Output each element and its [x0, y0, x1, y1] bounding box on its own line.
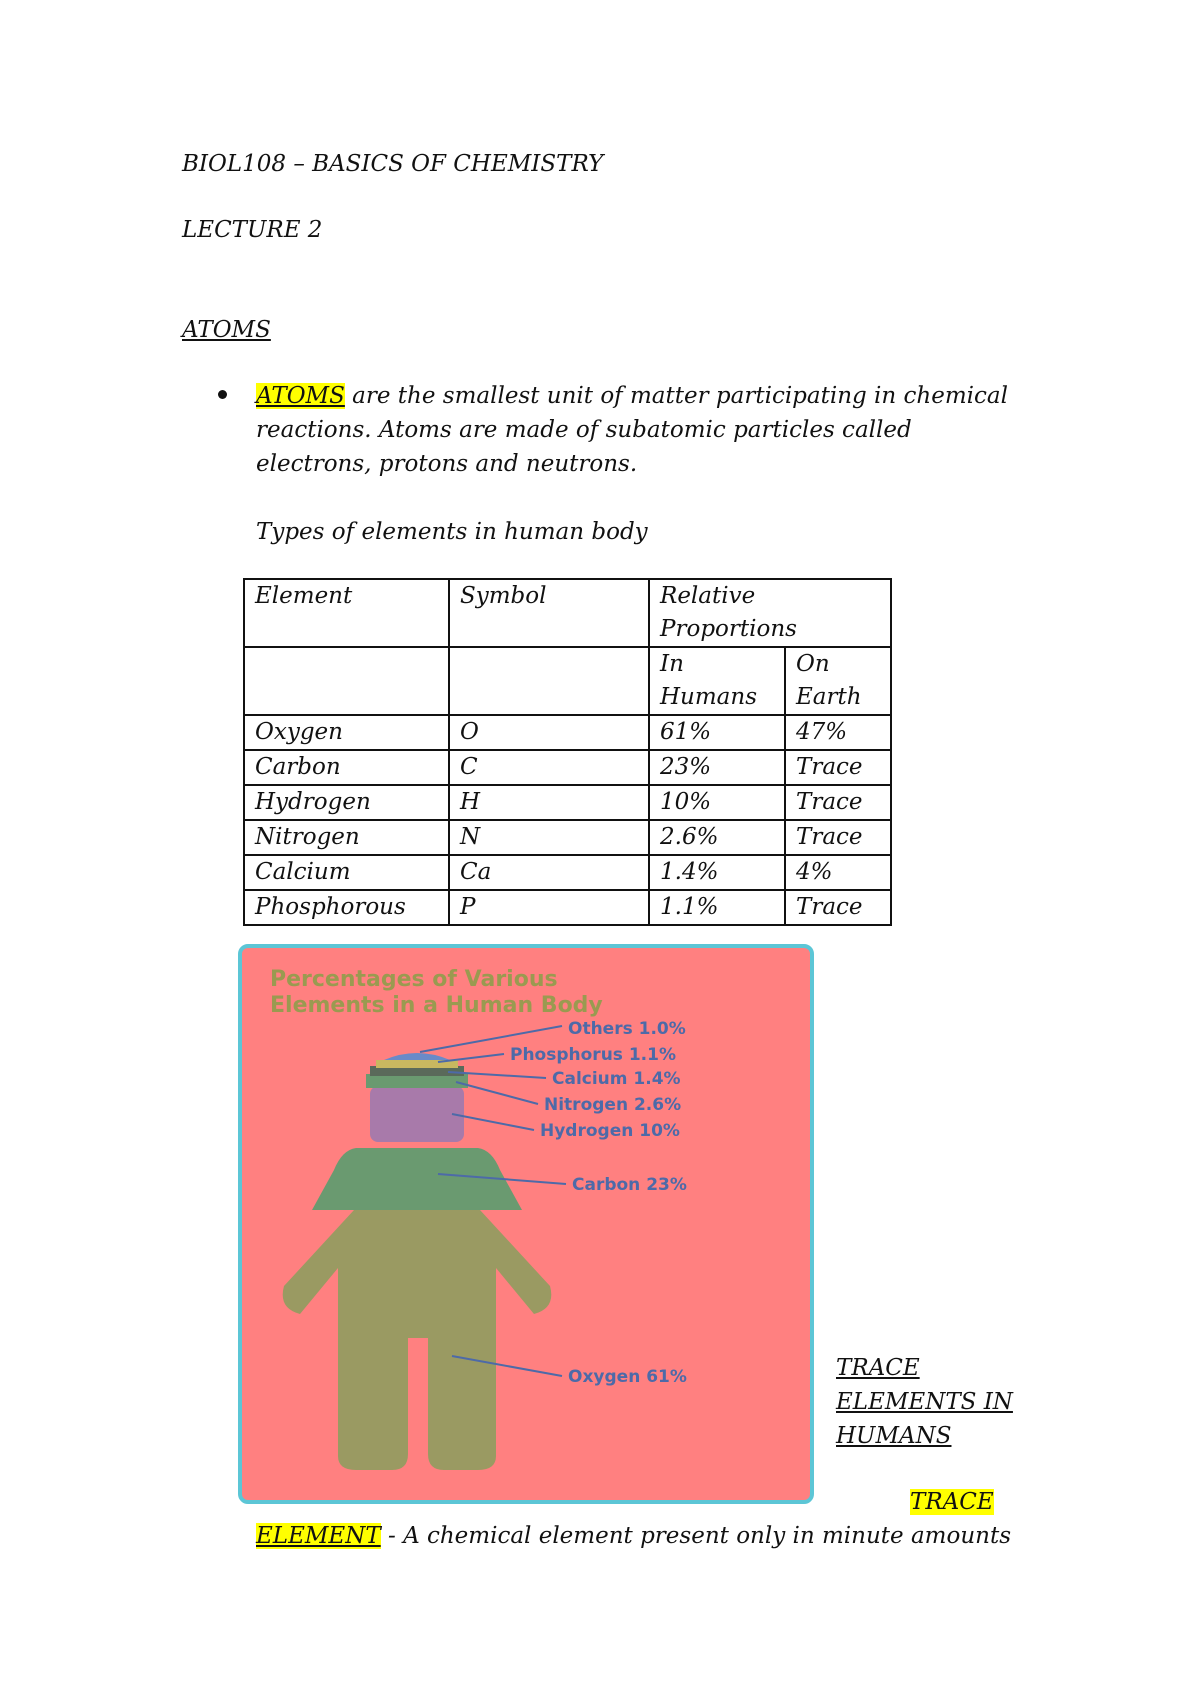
body-oxygen-region	[283, 1210, 552, 1470]
cell-earth: 47%	[785, 715, 891, 750]
label-hydrogen: Hydrogen 10%	[540, 1121, 680, 1141]
figure-title-line-2: Elements in a Human Body	[270, 993, 603, 1018]
table-header-row	[244, 579, 891, 647]
bullet-line-1	[256, 380, 1008, 413]
cell-earth: Trace	[785, 820, 891, 855]
table-row	[244, 820, 891, 855]
subheader-in-humans: In Humans	[649, 647, 785, 715]
cell-symbol: N	[449, 820, 649, 855]
table-row	[244, 890, 891, 925]
section-heading: ATOMS	[182, 317, 271, 343]
cell-symbol: P	[449, 890, 649, 925]
cell-earth: Trace	[785, 750, 891, 785]
label-carbon: Carbon 23%	[572, 1175, 687, 1195]
cell-element: Hydrogen	[244, 785, 449, 820]
trace-heading-line-1: TRACE	[836, 1355, 920, 1381]
trace-heading-line-2: ELEMENTS IN	[836, 1389, 1013, 1415]
cell-humans: 1.1%	[649, 890, 785, 925]
label-nitrogen: Nitrogen 2.6%	[544, 1095, 682, 1115]
subheader-blank-2	[449, 647, 649, 715]
head-hydrogen-layer	[370, 1086, 464, 1142]
cell-element: Calcium	[244, 855, 449, 890]
label-phosphorus: Phosphorus 1.1%	[510, 1045, 676, 1065]
table-row	[244, 750, 891, 785]
header-symbol: Symbol	[449, 579, 649, 647]
cell-earth: Trace	[785, 890, 891, 925]
subheader-blank-1	[244, 647, 449, 715]
cell-element: Phosphorous	[244, 890, 449, 925]
cell-symbol: Ca	[449, 855, 649, 890]
cell-element: Nitrogen	[244, 820, 449, 855]
label-calcium: Calcium 1.4%	[552, 1069, 681, 1089]
definition-term-part-1	[910, 1486, 994, 1519]
header-relative: Relative Proportions	[649, 579, 891, 647]
subheader-on-earth: On Earth	[785, 647, 891, 715]
cell-earth: Trace	[785, 785, 891, 820]
head-others-layer	[384, 1053, 450, 1060]
trace-term: TRACE	[910, 1489, 994, 1515]
definition-line	[256, 1520, 1011, 1553]
table-row	[244, 715, 891, 750]
table-row	[244, 785, 891, 820]
cell-humans: 61%	[649, 715, 785, 750]
cell-element: Carbon	[244, 750, 449, 785]
cell-symbol: H	[449, 785, 649, 820]
table-row	[244, 855, 891, 890]
bullet-line-2: reactions. Atoms are made of subatomic particles called	[256, 417, 912, 443]
cell-humans: 10%	[649, 785, 785, 820]
elements-table	[243, 578, 892, 926]
cell-humans: 1.4%	[649, 855, 785, 890]
figure-title-line-1: Percentages of Various	[270, 967, 558, 992]
human-body-illustration	[242, 948, 810, 1500]
cell-humans: 2.6%	[649, 820, 785, 855]
bullet-dot	[218, 390, 227, 399]
course-title: BIOL108 – BASICS OF CHEMISTRY	[182, 151, 604, 177]
table-caption: Types of elements in human body	[256, 519, 648, 545]
bullet-text-1: are the smallest unit of matter participating in chemical	[344, 383, 1008, 409]
label-others: Others 1.0%	[568, 1019, 686, 1039]
human-body-figure	[238, 944, 814, 1504]
trace-heading-line-3: HUMANS	[836, 1423, 952, 1449]
definition-text: - A chemical element present only in minute amounts	[380, 1523, 1011, 1549]
table-subheader-row	[244, 647, 891, 715]
cell-humans: 23%	[649, 750, 785, 785]
lecture-number: LECTURE 2	[182, 217, 323, 243]
header-element: Element	[244, 579, 449, 647]
cell-element: Oxygen	[244, 715, 449, 750]
bullet-line-3: electrons, protons and neutrons.	[256, 451, 638, 477]
atoms-term: ATOMS	[256, 383, 345, 409]
cell-symbol: C	[449, 750, 649, 785]
element-term: ELEMENT	[256, 1523, 381, 1549]
cell-earth: 4%	[785, 855, 891, 890]
head-nitrogen-layer	[366, 1074, 468, 1088]
label-oxygen: Oxygen 61%	[568, 1367, 687, 1387]
cell-symbol: O	[449, 715, 649, 750]
